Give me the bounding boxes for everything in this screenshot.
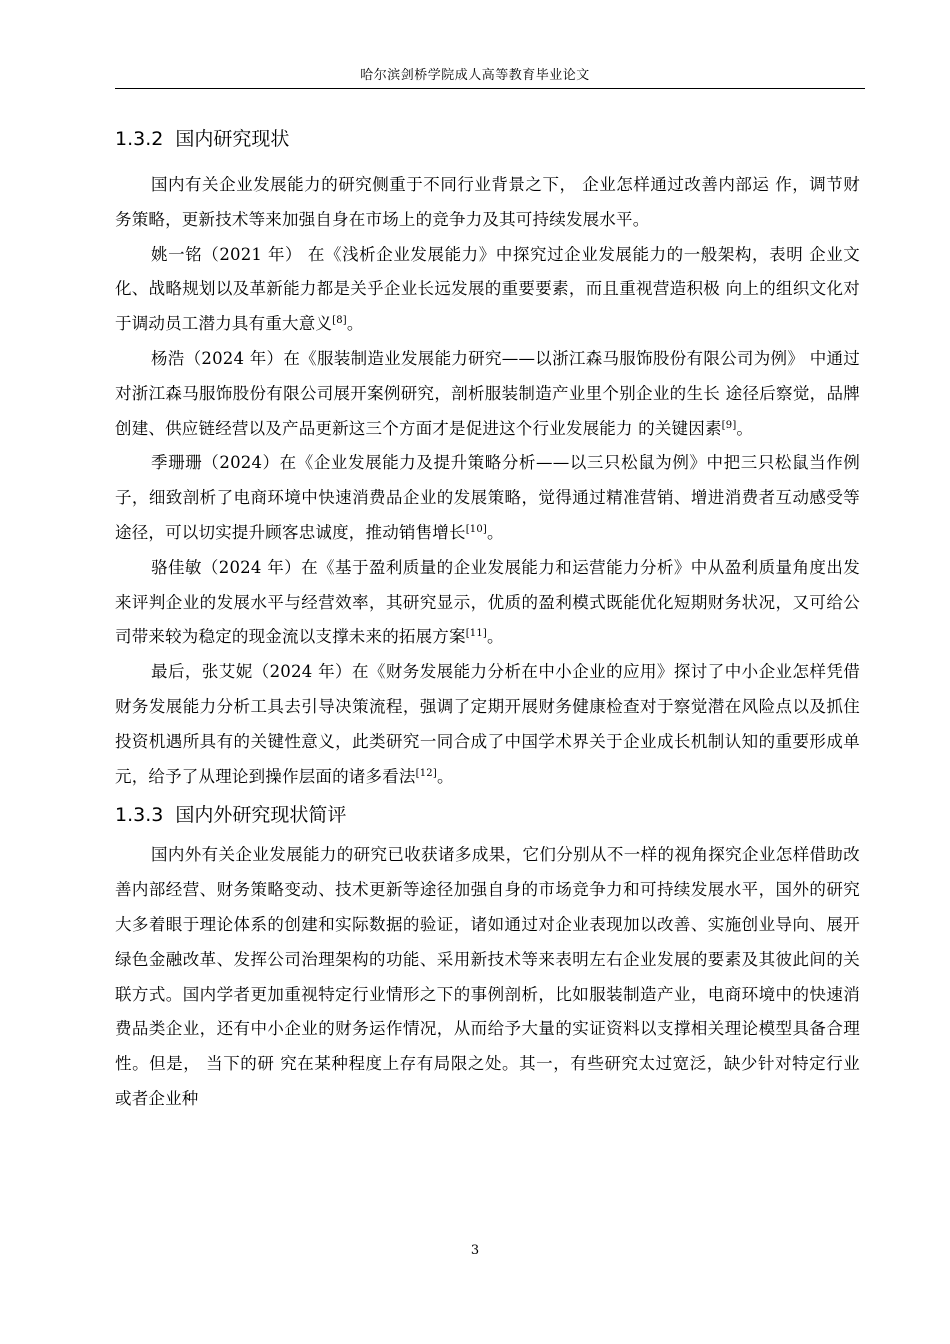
- paragraph: [115, 342, 860, 446]
- citation-ref: [9]: [721, 419, 737, 431]
- running-header: 哈尔滨剑桥学院成人高等教育毕业论文: [360, 68, 590, 83]
- paragraph: [115, 838, 860, 1116]
- paragraph-text: 骆佳敏（2024 年）在《基于盈利质量的企业发展能力和运营能力分析》中从盈利质量角度出发来评判企业的发展水平与经营效率，其研究显示，优质的盈利模式既能优化短期财务状况，又可给公司带来较为稳定的现金流以支撑未来的拓展方案: [115, 557, 860, 647]
- section-heading-1-3-3: [115, 800, 860, 830]
- paragraph: [115, 446, 860, 550]
- page-body: [115, 124, 860, 1117]
- section-number: 1.3.2: [115, 128, 164, 150]
- paragraph-tail: 。: [346, 314, 364, 334]
- citation-ref: [11]: [465, 628, 488, 640]
- paragraph-tail: 。: [487, 522, 504, 542]
- paragraph-text: 季珊珊（2024）在《企业发展能力及提升策略分析——以三只松鼠为例》中把三只松鼠当作例子，细致剖析了电商环境中快速消费品企业的发展策略，觉得通过精准营销、增进消费者互动感受等途径，可以切实提升顾客忠诚度，推动销售增长: [115, 453, 860, 542]
- paragraph-tail: 。: [736, 418, 754, 438]
- page-number: 3: [470, 1243, 480, 1258]
- paragraph-text: 姚一铭（2021 年） 在《浅析企业发展能力》中探究过企业发展能力的一般架构，表明 企业文化、战略规划以及革新能力都是关乎企业长远发展的重要要素，而且重视营造积极 向上的组织文化对于调动员工潜力具有重大意义: [115, 244, 860, 334]
- paragraph: [115, 551, 860, 655]
- paragraph: [115, 168, 860, 238]
- paragraph-text: 杨浩（2024 年）在《服装制造业发展能力研究——以浙江森马服饰股份有限公司为例》 中通过对浙江森马服饰股份有限公司展开案例研究，剖析服装制造产业里个别企业的生长 途径后察觉，品牌创建、供应链经营以及产品更新这三个方面才是促进这个行业发展能力 的关键因素: [115, 348, 860, 438]
- paragraph-tail: 。: [436, 766, 454, 786]
- header-rule: [115, 88, 865, 89]
- section-heading-1-3-2: [115, 124, 860, 154]
- paragraph-text: 最后，张艾妮（2024 年）在《财务发展能力分析在中小企业的应用》探讨了中小企业怎样凭借财务发展能力分析工具去引导决策流程，强调了定期开展财务健康检查对于察觉潜在风险点以及抓住投资机遇所具有的关键性意义，此类研究一同合成了中国学术界关于企业成长机制认知的重要形成单元，给予了从理论到操作层面的诸多看法: [115, 662, 860, 786]
- paragraph: [115, 655, 860, 794]
- section-title: 国内研究现状: [175, 128, 290, 150]
- paragraph-tail: 。: [487, 627, 504, 647]
- paragraph: [115, 238, 860, 342]
- citation-ref: [10]: [465, 523, 488, 535]
- paragraph-text: 国内外有关企业发展能力的研究已收获诸多成果，它们分别从不一样的视角探究企业怎样借助改善内部经营、财务策略变动、技术更新等途径加强自身的市场竞争力和可持续发展水平，国外的研究大多着眼于理论体系的创建和实际数据的验证，诸如通过对企业表现加以改善、实施创业导向、展开绿色金融改革、发挥公司治理架构的功能、采用新技术等来表明左右企业发展的要素及其彼此间的关联方式。国内学者更加重视特定行业情形之下的事例剖析，比如服装制造产业，电商环境中的快速消费品类企业，还有中小企业的财务运作情况，从而给予大量的实证资料以支撑相关理论模型具备合理性。但是， 当下的研 究在某种程度上存有局限之处。其一，有些研究太过宽泛，缺少针对特定行业或者企业种: [115, 845, 860, 1108]
- section-number: 1.3.3: [115, 804, 164, 827]
- citation-ref: [12]: [415, 767, 437, 779]
- citation-ref: [8]: [332, 315, 347, 327]
- paragraph-text: 国内有关企业发展能力的研究侧重于不同行业背景之下， 企业怎样通过改善内部运 作，调节财务策略，更新技术等来加强自身在市场上的竞争力及其可持续发展水平。: [115, 175, 860, 229]
- section-title: 国内外研究现状简评: [175, 804, 347, 827]
